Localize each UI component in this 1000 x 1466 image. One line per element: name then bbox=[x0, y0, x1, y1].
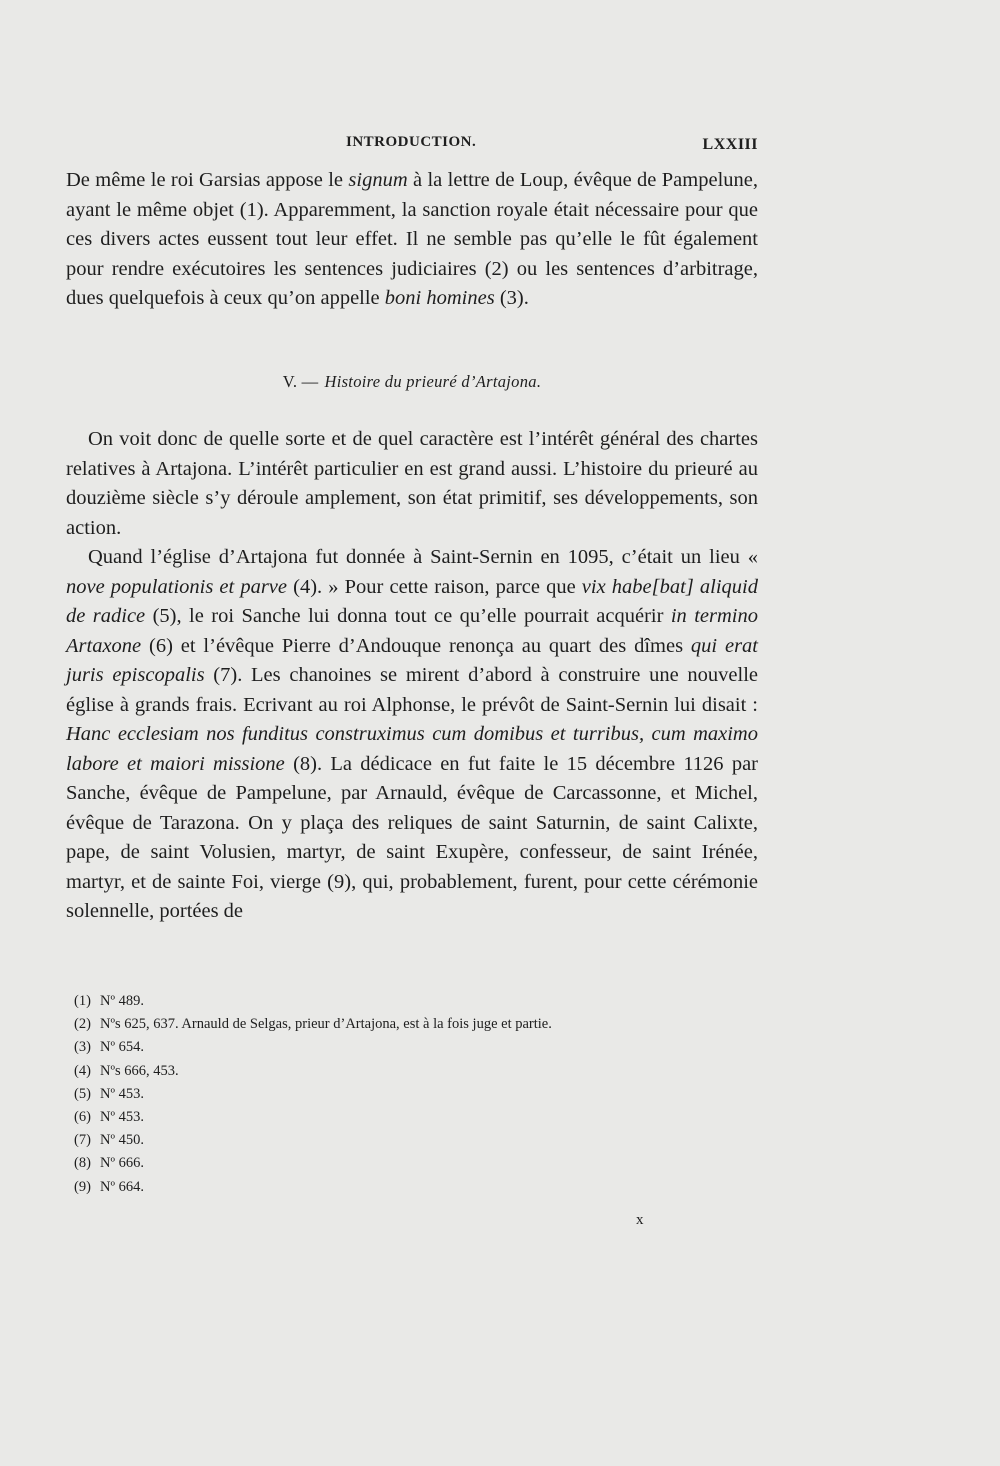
body-text-top bbox=[66, 166, 758, 314]
footnote-mark: (8) bbox=[74, 1155, 91, 1172]
text-run: (8). La dédicace en fut faite le 15 décembre 1126 par Sanche, évêque de Pampelune, par Arnauld, évêque de Carcassonne, et Michel, évêque de Tarazona. On y plaça des reliques de saint Saturnin, de saint Calixte, pape, de saint Volusien, martyr, de saint Exupère, confesseur, de saint Irénée, martyr, et de sainte Foi, vierge (9), qui, probablement, furent, pour cette cérémonie solennelle, portées de bbox=[66, 752, 758, 922]
section-title: Histoire du prieuré d’Artajona. bbox=[324, 372, 542, 391]
text-run: De même le roi Garsias appose le bbox=[66, 169, 349, 191]
footnote-mark: (3) bbox=[74, 1039, 91, 1056]
footnote-text: Nº 664. bbox=[100, 1178, 144, 1195]
footnote-text: Nº 666. bbox=[100, 1155, 144, 1172]
italic-run: qui erat juris episcopalis bbox=[66, 634, 758, 686]
italic-run: vix habe[bat] aliquid de radice bbox=[66, 575, 758, 627]
footnote-mark: (4) bbox=[74, 1062, 91, 1079]
footnote bbox=[74, 990, 764, 1013]
italic-run: boni homines bbox=[384, 287, 495, 309]
footnote bbox=[74, 1060, 764, 1083]
footnote-text: Nºs 666, 453. bbox=[100, 1062, 179, 1079]
footnote-text: Nº 489. bbox=[100, 993, 144, 1009]
text-run: On voit donc de quelle sorte et de quel caractère est l’intérêt général des chartes relatives à Artajona. L’intérêt particulier en est grand aussi. L’histoire du prieuré au douzième siècle s’y déroule amplement, son état primitif, ses développements, son action. bbox=[66, 428, 758, 539]
paragraph-2 bbox=[66, 425, 758, 543]
section-heading bbox=[66, 372, 758, 392]
italic-run: nove populationis et parve bbox=[66, 575, 288, 598]
italic-run: in termino Artaxone bbox=[66, 605, 759, 657]
footnote bbox=[74, 1176, 764, 1199]
text-run: (3). bbox=[494, 287, 529, 309]
text-run: Quand l’église d’Artajona fut donnée à Saint-Sernin en 1095, c’était un lieu « bbox=[88, 546, 758, 568]
footnotes bbox=[74, 990, 764, 1199]
text-run: (7). Les chanoines se mirent d’abord à construire une nouvelle église à grands frais. Ecrivant au roi Alphonse, le prévôt de Saint-Sernin lui disait : bbox=[66, 664, 758, 716]
footnote-text: Nºs 625, 637. Arnauld de Selgas, prieur d’Artajona, est à la fois juge et partie. bbox=[100, 1016, 552, 1033]
footnote-text: Nº 450. bbox=[100, 1132, 144, 1149]
footnote-mark: (6) bbox=[74, 1109, 91, 1126]
footnote bbox=[74, 1152, 764, 1175]
text-run: (4). » Pour cette raison, parce que bbox=[287, 575, 582, 598]
footnote bbox=[74, 1036, 764, 1059]
running-head-title: INTRODUCTION. bbox=[346, 134, 477, 150]
section-number: V. — bbox=[282, 372, 319, 391]
footnote bbox=[74, 1083, 764, 1106]
footnote bbox=[74, 1129, 764, 1152]
footnote-mark: (5) bbox=[74, 1085, 91, 1102]
footnote bbox=[74, 1013, 764, 1036]
text-run: (5), le roi Sanche lui donna tout ce qu’elle pourrait acquérir bbox=[145, 605, 671, 627]
body-text-main bbox=[66, 425, 758, 927]
italic-run: signum bbox=[348, 169, 408, 191]
footnote-text: Nº 453. bbox=[100, 1085, 144, 1102]
text-run: à la lettre de Loup, évêque de Pampelune, ayant le même objet (1). Apparemment, la sanction royale était nécessaire pour que ces divers actes eussent tout leur effet. Il ne semble pas qu’elle le fût également pour rendre exécutoires les sentences judiciaires (2) ou les sentences d’arbitrage, dues quelquefois à ceux qu’on appelle bbox=[66, 169, 758, 309]
paragraph-3 bbox=[66, 543, 758, 927]
footnote-mark: (1) bbox=[74, 993, 91, 1009]
italic-run: Hanc ecclesiam nos funditus construximus cum domibus et turribus, cum maximo labore et maiori missione bbox=[66, 723, 758, 775]
paragraph-1 bbox=[66, 166, 758, 314]
page-number: LXXIII bbox=[702, 136, 758, 153]
footnote-text: Nº 453. bbox=[100, 1109, 144, 1126]
footnote-mark: (2) bbox=[74, 1016, 91, 1033]
text-run: (6) et l’évêque Pierre d’Andouque renonça au quart des dîmes bbox=[141, 634, 691, 657]
footnote-text: Nº 654. bbox=[100, 1039, 144, 1056]
footnote-mark: (7) bbox=[74, 1132, 91, 1149]
footnote bbox=[74, 1106, 764, 1129]
footnote-mark: (9) bbox=[74, 1178, 91, 1195]
signature-mark: x bbox=[636, 1212, 644, 1228]
